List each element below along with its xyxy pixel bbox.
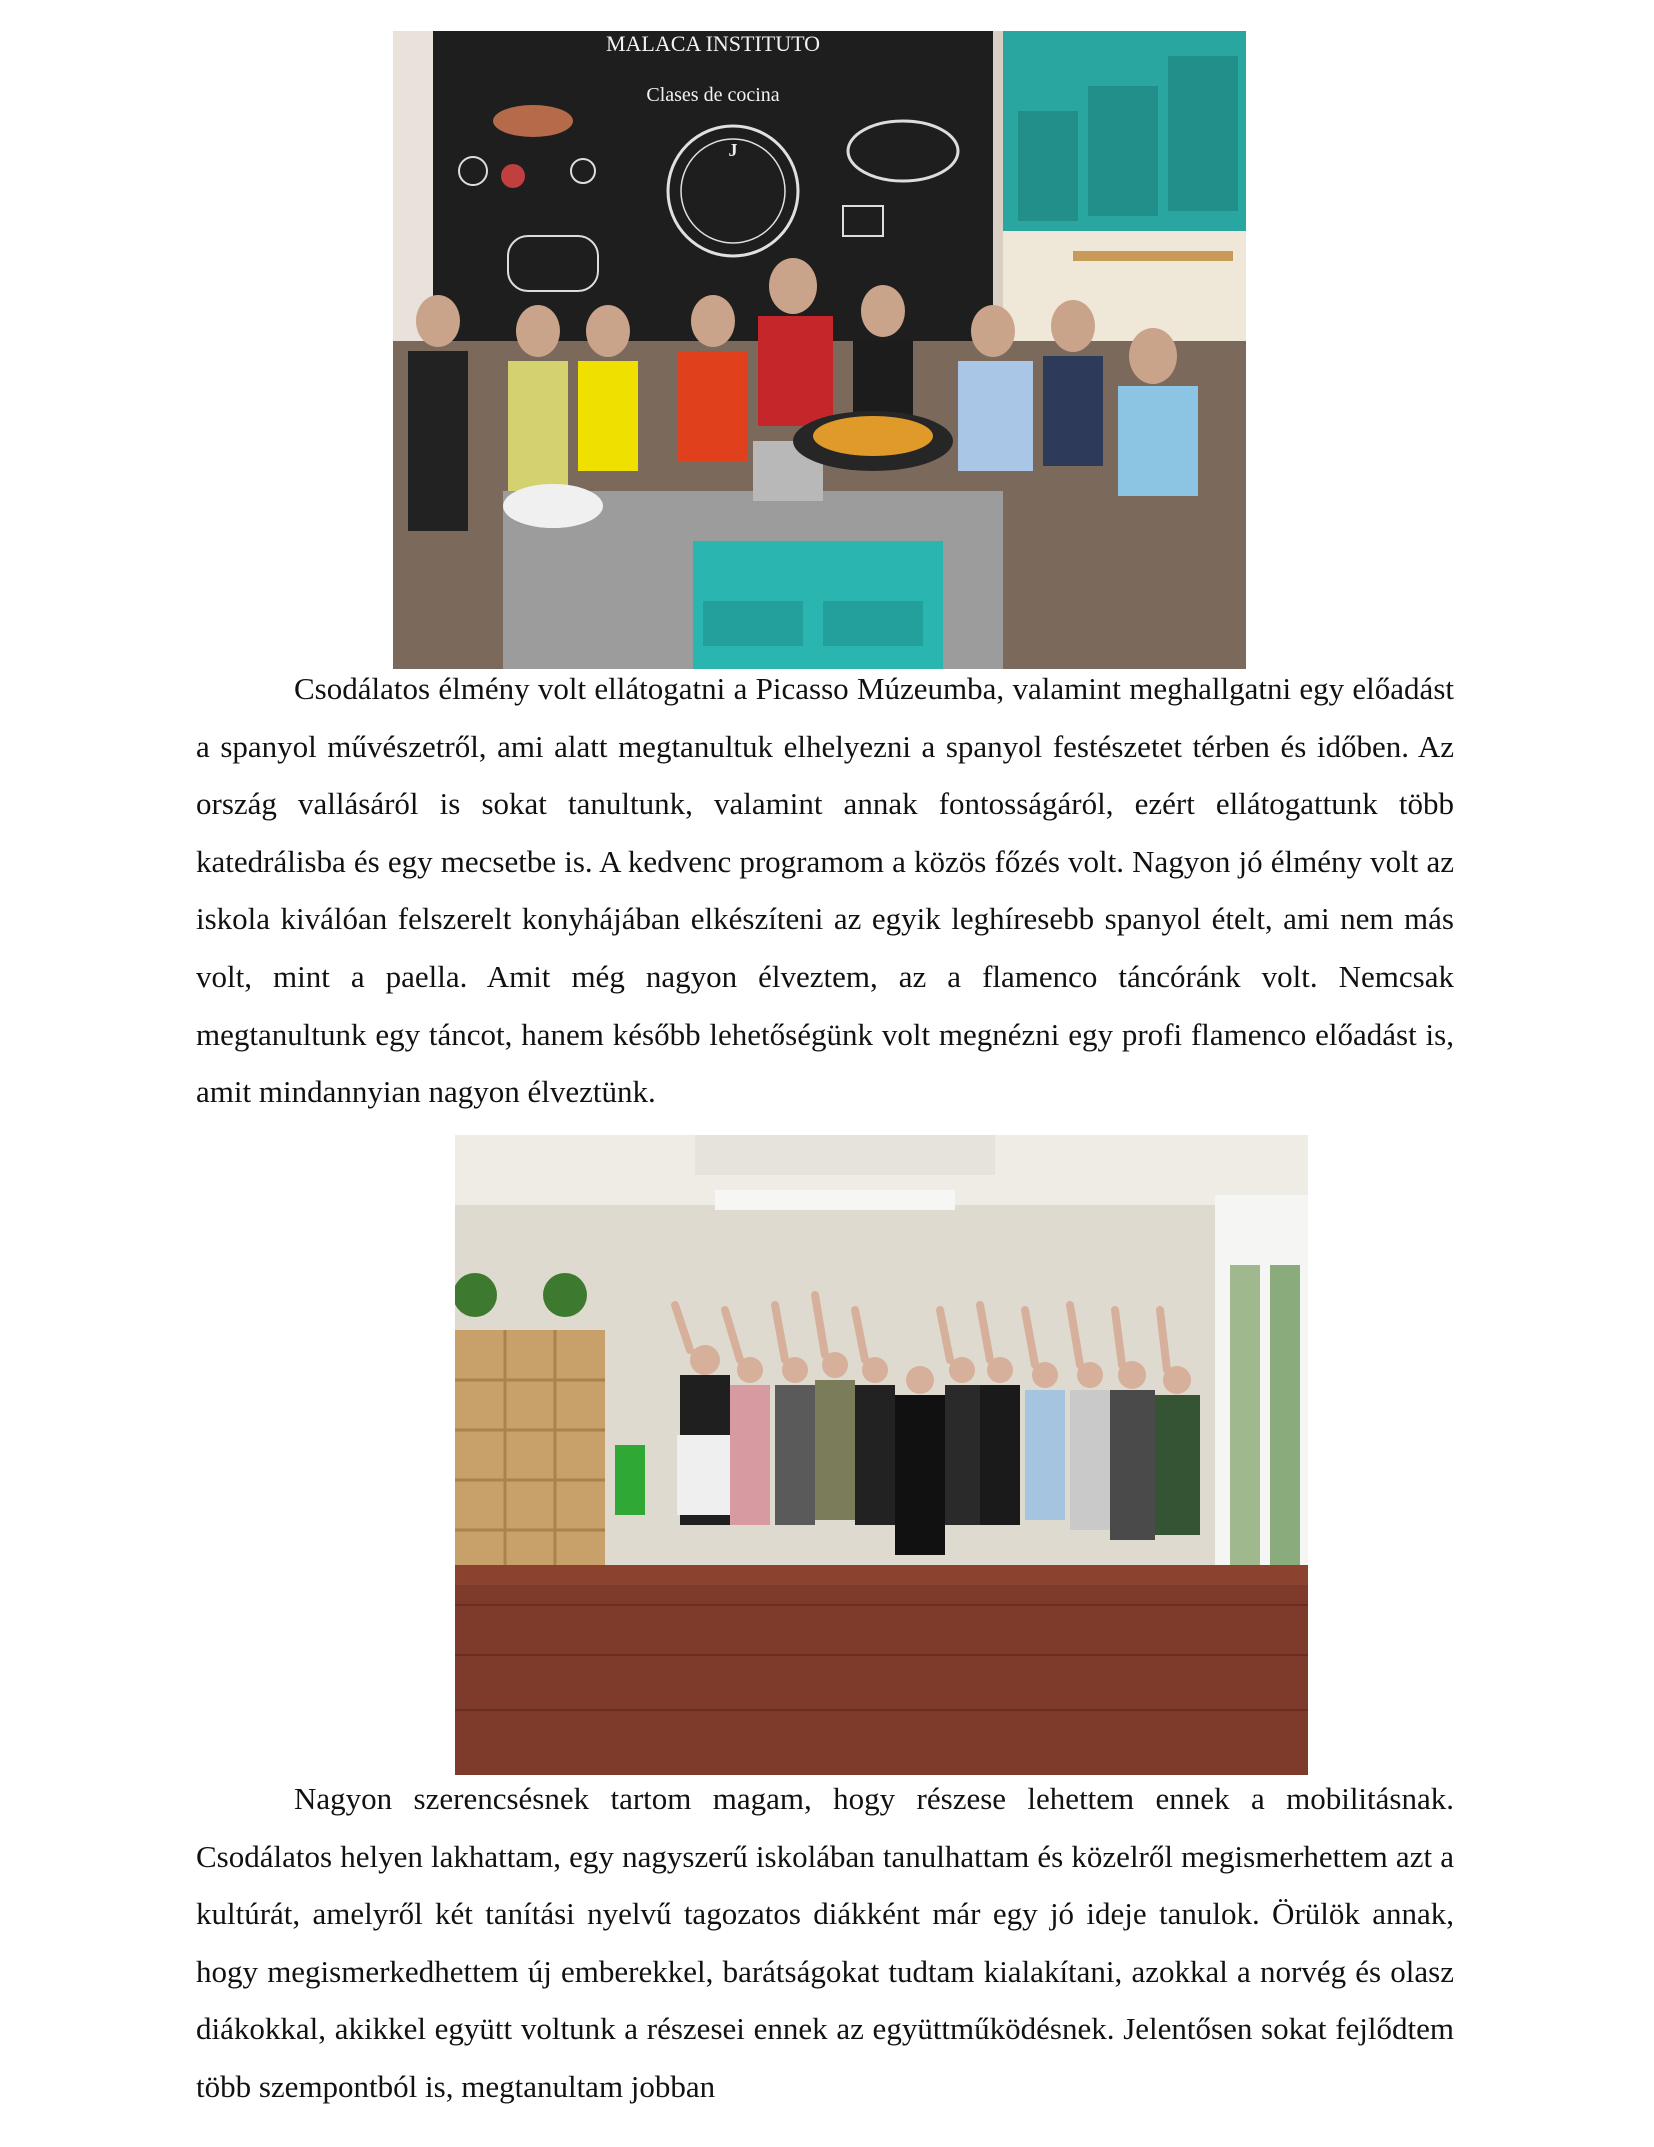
cooking-class-illustration [393, 31, 1246, 669]
chalk-pig-drawing [493, 105, 573, 137]
cooking-class-photo [393, 31, 1246, 669]
paragraph-experiences: Csodálatos élmény volt ellátogatni a Picasso Múzeumba, valamint meghallgatni egy előadást a spanyol művészetről, ami alatt megtanultuk elhelyezni a spanyol festészetet térben és időben. Az ország vallásáról is sokat tanultunk, valamint annak fontosságáról, ezért ellátogattunk több katedrálisba és egy mecsetbe is. A kedvenc programom a közös főzés volt. Nagyon jó élmény volt az iskola kiválóan felszerelt konyhájában elkészíteni az egyik leghíresebb spanyol ételt, ami nem más volt, mint a paella. Amit még nagyon élveztem, az a flamenco táncóránk volt. Nemcsak megtanultunk egy táncot, hanem később lehetőségünk volt megnézni egy profi flamenco előadást is, amit mindannyian nagyon élveztünk. [196, 671, 1454, 1110]
wooden-floor [455, 1565, 1308, 1775]
flamenco-class-photo [455, 1135, 1308, 1775]
logo-letter: J [728, 140, 738, 160]
paragraph-reflection: Nagyon szerencsésnek tartom magam, hogy részese lehettem ennek a mobilitásnak. Csodálatos helyen lakhattam, egy nagyszerű iskolában tanulhattam és közelről megismerhettem azt a kultúrát, amelyről két tanítási nyelvű tagozatos diákként már egy jó ideje tanulok. Örülök annak, hogy megismerkedhettem új emberekkel, barátságokat tudtam kialakítani, azokkal a norvég és olasz diákokkal, akikkel együtt voltunk a részesei ennek az együttműködésnek. Jelentősen sokat fejlődtem több szempontból is, megtanultam jobban [196, 1781, 1454, 2104]
bookshelf [455, 1330, 605, 1580]
sign-subtitle: Clases de cocina [646, 84, 780, 106]
air-conditioner [715, 1190, 955, 1210]
plant [455, 1273, 497, 1317]
flamenco-class-illustration [455, 1135, 1308, 1775]
sign-title: MALACA INSTITUTO [605, 31, 821, 56]
stack-of-plates [503, 484, 603, 528]
